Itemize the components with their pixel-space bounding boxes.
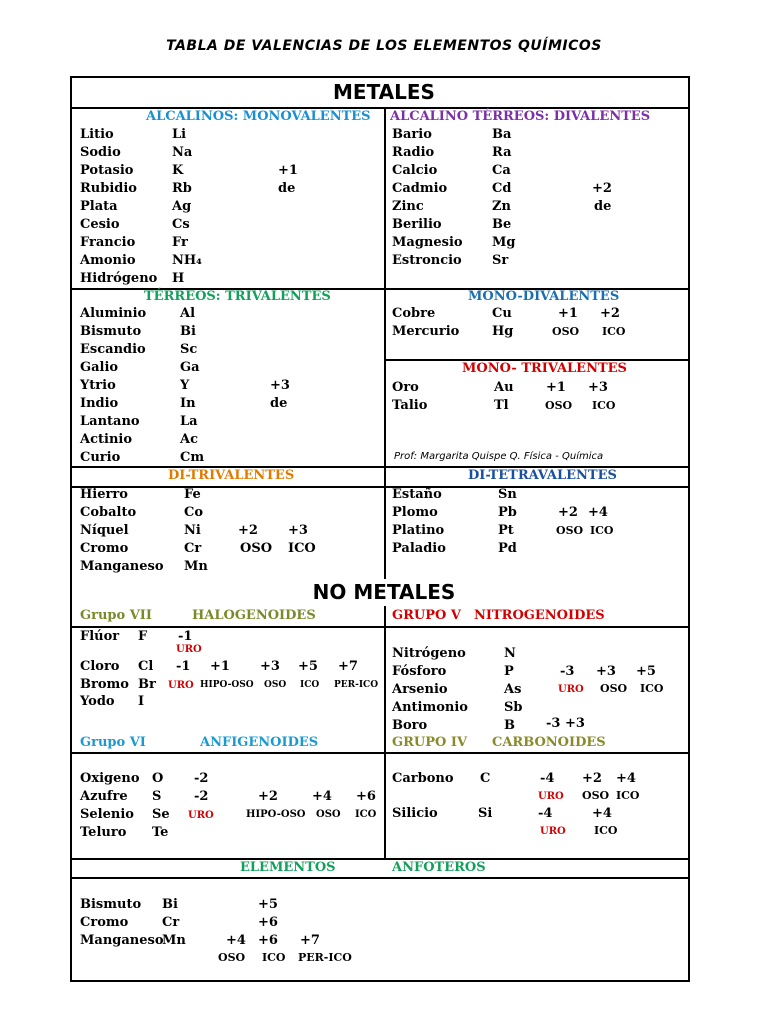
element-name: Bismuto: [80, 897, 142, 912]
element-symbol: Ag: [172, 199, 192, 214]
element-symbol: Sn: [498, 487, 517, 502]
halogenoides-suffix-5: PER-ICO: [334, 680, 379, 690]
element-symbol: K: [172, 163, 184, 178]
element-name: Calcio: [392, 163, 438, 178]
anfigenoides-suffix-3: OSO: [316, 809, 341, 820]
element-name: Cromo: [80, 541, 129, 556]
element-symbol: Ga: [180, 360, 200, 375]
element-symbol: Te: [152, 825, 169, 840]
element-name: Sodio: [80, 145, 121, 160]
anfigenoides-title: ANFIGENOIDES: [200, 735, 319, 750]
element-symbol: Mn: [162, 933, 186, 948]
element-name: Selenio: [80, 807, 134, 822]
grupo-vi-label: Grupo VI: [80, 735, 146, 750]
element-symbol: I: [138, 694, 145, 709]
nitrogenoides-suffix-1: URO: [558, 684, 584, 695]
nitrogenoides-valence-3: +5: [636, 664, 656, 679]
element-symbol: Pb: [498, 505, 517, 520]
metales-heading: METALES: [333, 80, 435, 104]
element-symbol: NH₄: [172, 253, 202, 268]
element-symbol: Rb: [172, 181, 192, 196]
manganeso-valence-2: +6: [258, 933, 278, 948]
terreos-suffix: de: [270, 396, 288, 411]
ditetravalentes-suffix-1: OSO: [556, 524, 584, 537]
monodivalentes-suffix-2: ICO: [602, 325, 626, 338]
element-symbol: C: [480, 771, 491, 786]
cromo-valence: +6: [258, 915, 278, 930]
element-symbol: Ni: [184, 523, 201, 538]
element-symbol: Cr: [184, 541, 202, 556]
element-symbol: Fr: [172, 235, 188, 250]
element-symbol: Zn: [492, 199, 511, 214]
no-metales-heading: NO METALES: [312, 580, 456, 604]
monotrivalentes-valence-1: +1: [546, 380, 566, 395]
element-symbol: Sb: [504, 700, 523, 715]
anfigenoides-valence-4: +6: [356, 789, 376, 804]
element-symbol: Cs: [172, 217, 190, 232]
element-symbol: Cd: [492, 181, 512, 196]
element-name: Galio: [80, 360, 119, 375]
element-symbol: In: [180, 396, 196, 411]
alcalinos-suffix: de: [278, 181, 296, 196]
element-name: Estaño: [392, 487, 442, 502]
element-name: Lantano: [80, 414, 140, 429]
element-symbol: Cr: [162, 915, 180, 930]
anfigenoides-valence-2: +2: [258, 789, 278, 804]
element-name: Berilio: [392, 217, 442, 232]
oxigeno-valence: -2: [194, 771, 209, 786]
bismuto-valence: +5: [258, 897, 278, 912]
anfigenoides-valence-1: -2: [194, 789, 209, 804]
anfigenoides-suffix-2: HIPO-OSO: [246, 809, 306, 820]
alcalinoterreos-valence: +2: [592, 181, 612, 196]
element-symbol: Bi: [162, 897, 178, 912]
alcalinos-valence: +1: [278, 163, 298, 178]
element-name: Nitrógeno: [392, 646, 466, 661]
element-name: Carbono: [392, 771, 454, 786]
element-name: Fósforo: [392, 664, 447, 679]
nitrogenoides-valence-1: -3: [560, 664, 575, 679]
divider: [70, 858, 690, 860]
fluor-valence: -1: [178, 629, 193, 644]
element-symbol: Y: [180, 378, 190, 393]
element-symbol: Be: [492, 217, 512, 232]
ditrivalentes-suffix-1: OSO: [240, 541, 273, 556]
halogenoides-valence-1: -1: [176, 659, 191, 674]
element-symbol: Na: [172, 145, 193, 160]
halogenoides-suffix-4: ICO: [300, 680, 320, 690]
element-name: Plomo: [392, 505, 438, 520]
element-name: Francio: [80, 235, 136, 250]
column-divider: [384, 107, 386, 579]
element-name: Potasio: [80, 163, 134, 178]
element-symbol: Pd: [498, 541, 517, 556]
element-name: Actinio: [80, 432, 133, 447]
silicio-valence-2: +4: [592, 806, 612, 821]
element-symbol: P: [504, 664, 514, 679]
anfigenoides-valence-3: +4: [312, 789, 332, 804]
divider: [70, 486, 690, 488]
carbono-valence-2: +2: [582, 771, 602, 786]
monodivalentes-valence-1: +1: [558, 306, 578, 321]
ditrivalentes-valence-2: +3: [288, 523, 308, 538]
halogenoides-valence-2: +1: [210, 659, 230, 674]
column-divider: [384, 606, 386, 858]
element-symbol: Cu: [492, 306, 512, 321]
nitrogenoides-suffix-2: OSO: [600, 682, 628, 695]
element-name: Cromo: [80, 915, 129, 930]
manganeso-valence-3: +7: [300, 933, 320, 948]
element-symbol: Sr: [492, 253, 509, 268]
anfigenoides-suffix-1: URO: [188, 810, 214, 821]
carbono-suffix-1: URO: [538, 791, 564, 802]
nitrogenoides-valence-2: +3: [596, 664, 616, 679]
element-symbol: Mg: [492, 235, 516, 250]
element-name: Hierro: [80, 487, 128, 502]
element-name: Oro: [392, 380, 419, 395]
terreos-title: TÉRREOS: TRIVALENTES: [144, 289, 331, 304]
element-name: Flúor: [80, 629, 120, 644]
silicio-suffix-1: URO: [540, 826, 566, 837]
element-symbol: Si: [478, 806, 493, 821]
halogenoides-suffix-1: URO: [168, 680, 194, 691]
monotrivalentes-valence-2: +3: [588, 380, 608, 395]
element-name: Plata: [80, 199, 118, 214]
element-symbol: H: [172, 271, 185, 286]
element-symbol: Ra: [492, 145, 512, 160]
element-symbol: Mn: [184, 559, 208, 574]
element-symbol: F: [138, 629, 148, 644]
halogenoides-title: HALOGENOIDES: [192, 608, 316, 623]
alcalinoterreos-title: ALCALINO TÉRREOS: DIVALENTES: [390, 109, 651, 124]
carbonoides-title: CARBONOIDES: [492, 735, 606, 750]
element-symbol: N: [504, 646, 516, 661]
manganeso-valence-1: +4: [226, 933, 246, 948]
element-symbol: Ca: [492, 163, 511, 178]
ditetravalentes-title: DI-TETRAVALENTES: [468, 468, 617, 483]
manganeso-suffix-2: ICO: [262, 951, 286, 964]
element-name: Radio: [392, 145, 435, 160]
halogenoides-valence-4: +5: [298, 659, 318, 674]
alcalinoterreos-suffix: de: [594, 199, 612, 214]
element-symbol: Co: [184, 505, 204, 520]
element-name: Ytrio: [80, 378, 116, 393]
element-symbol: Li: [172, 127, 187, 142]
element-symbol: Ba: [492, 127, 512, 142]
element-name: Teluro: [80, 825, 127, 840]
element-name: Boro: [392, 718, 428, 733]
carbono-suffix-3: ICO: [616, 789, 640, 802]
element-name: Oxigeno: [80, 771, 140, 786]
element-name: Arsenio: [392, 682, 448, 697]
element-name: Rubidio: [80, 181, 137, 196]
monotrivalentes-title: MONO- TRIVALENTES: [462, 361, 627, 376]
alcalinos-title: ALCALINOS: MONOVALENTES: [146, 109, 371, 124]
nitrogenoides-title: NITROGENOIDES: [474, 608, 605, 623]
fluor-suffix: URO: [176, 644, 202, 655]
halogenoides-suffix-3: OSO: [264, 680, 287, 690]
element-symbol: Tl: [494, 398, 509, 413]
element-name: Estroncio: [392, 253, 462, 268]
element-name: Cadmio: [392, 181, 448, 196]
ditetravalentes-valence-2: +4: [588, 505, 608, 520]
monotrivalentes-suffix-1: OSO: [545, 399, 573, 412]
element-name: Zinc: [392, 199, 424, 214]
grupo-iv-label: GRUPO IV: [392, 735, 468, 750]
halogenoides-valence-5: +7: [338, 659, 358, 674]
element-name: Níquel: [80, 523, 129, 538]
element-symbol: Cm: [180, 450, 205, 465]
ditrivalentes-valence-1: +2: [238, 523, 258, 538]
element-symbol: Cl: [138, 659, 154, 674]
carbono-suffix-2: OSO: [582, 789, 610, 802]
terreos-valence: +3: [270, 378, 290, 393]
element-name: Bismuto: [80, 324, 142, 339]
ditetravalentes-suffix-2: ICO: [590, 524, 614, 537]
element-name: Silicio: [392, 806, 438, 821]
divider: [70, 877, 690, 879]
element-name: Cesio: [80, 217, 120, 232]
ditetravalentes-valence-1: +2: [558, 505, 578, 520]
monodivalentes-title: MONO-DIVALENTES: [468, 289, 620, 304]
element-name: Manganeso: [80, 933, 164, 948]
element-name: Yodo: [80, 694, 115, 709]
element-symbol: Sc: [180, 342, 198, 357]
grupo-v-label: GRUPO V: [392, 608, 461, 623]
element-symbol: La: [180, 414, 198, 429]
silicio-valence-1: -4: [538, 806, 553, 821]
boro-valences: -3 +3: [546, 716, 585, 731]
element-symbol: Br: [138, 677, 156, 692]
element-name: Amonio: [80, 253, 136, 268]
monodivalentes-suffix-1: OSO: [552, 325, 580, 338]
document-title: TABLA DE VALENCIAS DE LOS ELEMENTOS QUÍMICOS: [166, 38, 602, 54]
halogenoides-suffix-2: HIPO-OSO: [200, 680, 254, 690]
element-symbol: Fe: [184, 487, 201, 502]
element-symbol: Au: [494, 380, 514, 395]
element-name: Mercurio: [392, 324, 460, 339]
element-symbol: B: [504, 718, 515, 733]
divider: [70, 626, 690, 628]
nitrogenoides-suffix-3: ICO: [640, 682, 664, 695]
element-name: Litio: [80, 127, 114, 142]
manganeso-suffix-1: OSO: [218, 951, 246, 964]
element-symbol: Hg: [492, 324, 514, 339]
element-symbol: S: [152, 789, 162, 804]
element-symbol: Ac: [180, 432, 199, 447]
element-name: Azufre: [80, 789, 128, 804]
element-name: Talio: [392, 398, 428, 413]
anfoteros-title-left: ELEMENTOS: [240, 860, 336, 875]
element-name: Magnesio: [392, 235, 463, 250]
divider: [70, 752, 690, 754]
element-name: Cobalto: [80, 505, 137, 520]
carbono-valence-1: -4: [540, 771, 555, 786]
ditrivalentes-suffix-2: ICO: [288, 541, 316, 556]
element-name: Escandio: [80, 342, 146, 357]
element-name: Aluminio: [80, 306, 147, 321]
manganeso-suffix-3: PER-ICO: [298, 951, 352, 964]
element-name: Cobre: [392, 306, 436, 321]
silicio-suffix-2: ICO: [594, 824, 618, 837]
ditrivalentes-title: DI-TRIVALENTES: [168, 468, 295, 483]
element-symbol: O: [152, 771, 164, 786]
element-name: Indio: [80, 396, 119, 411]
element-symbol: As: [504, 682, 522, 697]
element-name: Antimonio: [392, 700, 468, 715]
element-name: Cloro: [80, 659, 120, 674]
element-name: Curio: [80, 450, 121, 465]
monotrivalentes-suffix-2: ICO: [592, 399, 616, 412]
element-name: Platino: [392, 523, 445, 538]
anfoteros-title-right: ANFOTEROS: [392, 860, 486, 875]
element-symbol: Al: [180, 306, 196, 321]
author-signature: Prof: Margarita Quispe Q. Física - Química: [394, 451, 604, 462]
grupo-vii-label: Grupo VII: [80, 608, 152, 623]
halogenoides-valence-3: +3: [260, 659, 280, 674]
element-name: Bario: [392, 127, 432, 142]
element-name: Manganeso: [80, 559, 164, 574]
monodivalentes-valence-2: +2: [600, 306, 620, 321]
element-symbol: Se: [152, 807, 170, 822]
anfigenoides-suffix-4: ICO: [355, 809, 377, 820]
element-name: Bromo: [80, 677, 129, 692]
element-symbol: Bi: [180, 324, 196, 339]
carbono-valence-3: +4: [616, 771, 636, 786]
element-symbol: Pt: [498, 523, 514, 538]
element-name: Hidrógeno: [80, 271, 158, 286]
element-name: Paladio: [392, 541, 446, 556]
